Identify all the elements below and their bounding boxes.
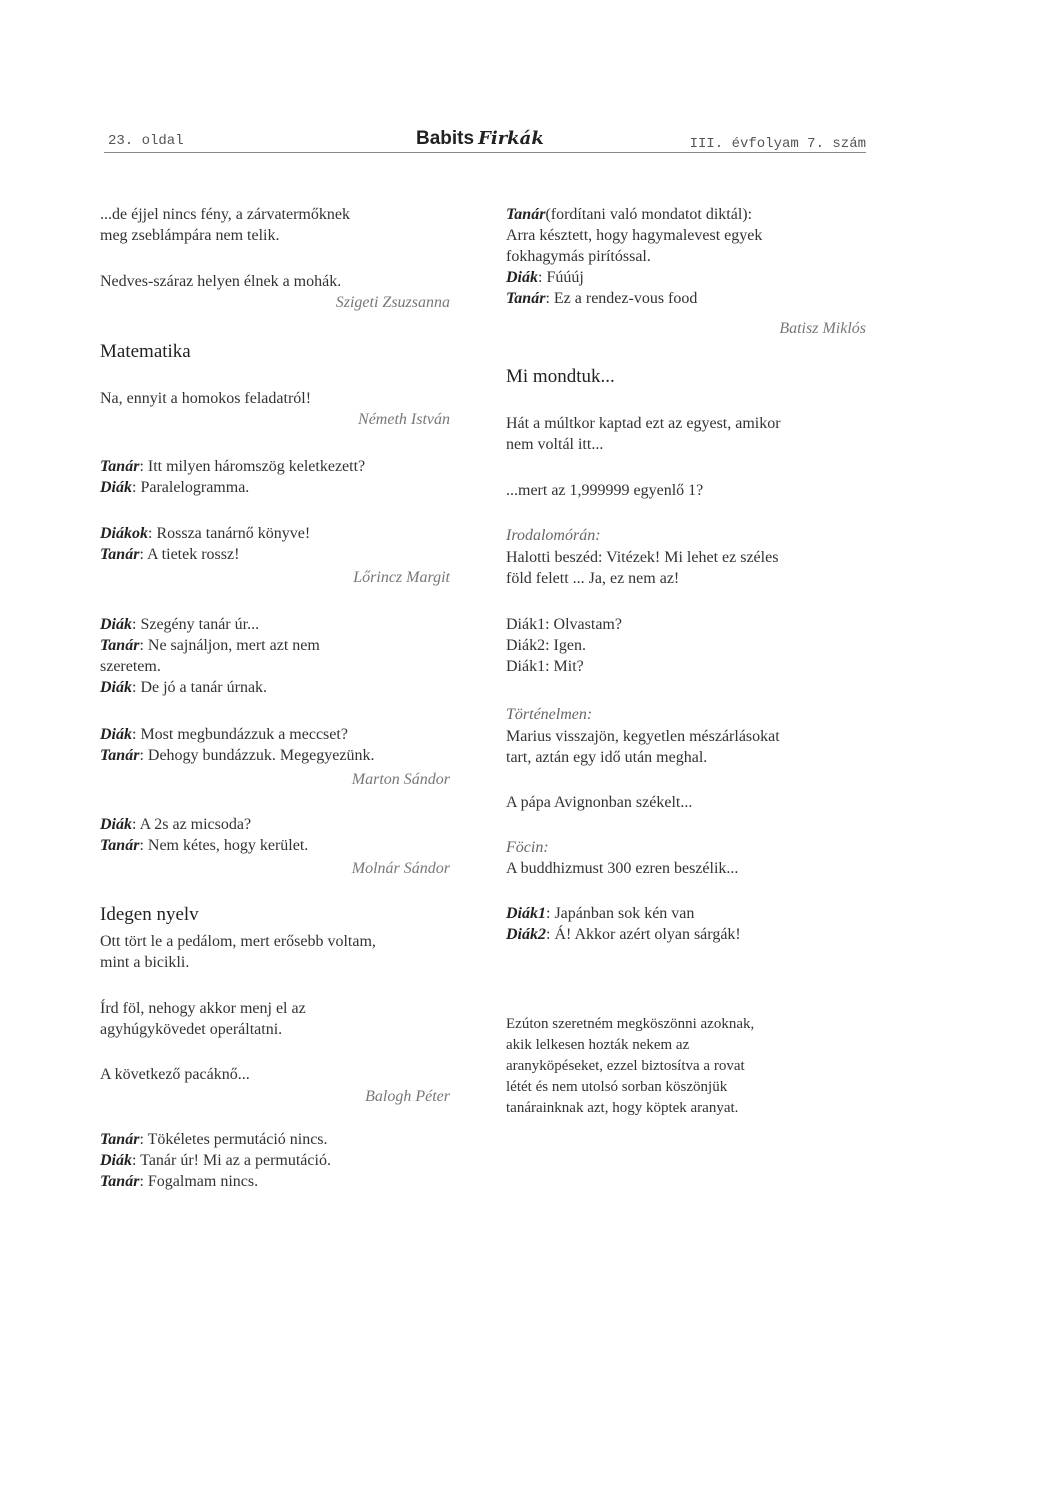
speaker-label: Diák	[100, 816, 132, 833]
text-line: mint a bicikli.	[100, 954, 190, 971]
dialogue-line	[506, 204, 866, 225]
quote-line: ...mert az 1,999999 egyenlő 1?	[506, 482, 704, 499]
text-line: ...de éjjel nincs fény, a zárvatermőknek	[100, 206, 350, 223]
dialogue-block	[506, 204, 866, 309]
quote-block	[506, 837, 866, 879]
thanks-note	[506, 1014, 866, 1119]
text-line: Hát a múltkor kaptad ezt az egyest, amikor	[506, 415, 781, 432]
quote-line: A pápa Avignonban székelt...	[506, 794, 693, 811]
signature-block	[100, 567, 450, 588]
dialogue-line	[100, 724, 450, 745]
speaker-label: Tanár	[506, 290, 546, 307]
text-line: meg zseblámpára nem telik.	[100, 227, 280, 244]
author-signature: Balogh Péter	[365, 1088, 450, 1105]
dialogue-text: : Paralelogramma.	[132, 479, 250, 496]
page-header	[104, 128, 866, 153]
dialogue-text: : A tietek rossz!	[139, 546, 240, 563]
text-line: Diák1: Mit?	[506, 658, 584, 675]
author-signature: Marton Sándor	[351, 771, 450, 788]
section-heading-math: Matematika	[100, 341, 191, 362]
subject-label: Irodalomórán:	[506, 527, 601, 544]
quote-block	[100, 998, 450, 1040]
dialogue-text: : Nem kétes, hogy kerület.	[139, 837, 309, 854]
speaker-label: Tanár	[100, 458, 140, 475]
speaker-label: Diák	[100, 679, 132, 696]
signature-block	[100, 769, 450, 790]
dialogue-line	[100, 835, 450, 856]
page-number: 23. oldal	[108, 133, 184, 149]
dialogue-block	[100, 814, 450, 856]
speaker-label: Tanár	[100, 1131, 140, 1148]
section-heading-language: Idegen nyelv	[100, 904, 199, 925]
speaker-label: Tanár	[100, 637, 140, 654]
dialogue-line	[100, 1129, 450, 1150]
dialogue-line	[506, 246, 866, 267]
dialogue-text: Arra késztett, hogy hagymalevest egyek	[506, 227, 763, 244]
speaker-label: Diákok	[100, 525, 148, 542]
dialogue-text: : Dehogy bundázzuk. Megegyezünk.	[139, 747, 375, 764]
quote-line: Nedves-száraz helyen élnek a mohák.	[100, 273, 342, 290]
author-signature: Szigeti Zsuzsanna	[335, 294, 450, 311]
signature-block	[506, 318, 866, 339]
dialogue-line	[506, 225, 866, 246]
text-line: Diák1: Olvastam?	[506, 616, 622, 633]
subject-label: Történelmen:	[506, 706, 593, 723]
quote-block	[100, 1064, 450, 1085]
dialogue-line	[506, 267, 866, 288]
speaker-label: Diák	[100, 726, 132, 743]
quote-block	[100, 388, 450, 430]
dialogue-text: : Fúúúj	[538, 269, 584, 286]
speaker-label: Tanár	[100, 747, 140, 764]
quote-block	[506, 525, 866, 546]
dialogue-line	[100, 544, 450, 565]
dialogue-block	[100, 724, 450, 766]
author-signature: Molnár Sándor	[351, 860, 450, 877]
dialogue-block	[100, 456, 450, 498]
dialogue-text: fokhagymás pirítóssal.	[506, 248, 651, 265]
dialogue-text: (fordítani való mondatot diktál):	[545, 206, 753, 223]
dialogue-text: : Rossza tanárnő könyve!	[148, 525, 311, 542]
newspaper-title	[416, 128, 544, 150]
quote-block	[506, 480, 866, 501]
speaker-label: Diák1	[506, 905, 546, 922]
dialogue-text: szeretem.	[100, 658, 161, 675]
dialogue-line	[100, 656, 450, 677]
speaker-label: Diák	[506, 269, 538, 286]
dialogue-text: : Tökéletes permutáció nincs.	[139, 1131, 328, 1148]
dialogue-line	[100, 1150, 450, 1171]
quote-block	[100, 271, 450, 313]
text-line: agyhúgykövedet operáltatni.	[100, 1021, 283, 1038]
quote-line: A buddhizmust 300 ezren beszélik...	[506, 860, 739, 877]
dialogue-text: : De jó a tanár úrnak.	[132, 679, 268, 696]
title-script: Firkák	[478, 128, 544, 149]
dialogue-text: : Most megbundázzuk a meccset?	[132, 726, 348, 743]
dialogue-text: : Tanár úr! Mi az a permutáció.	[132, 1152, 331, 1169]
quote-line: Na, ennyit a homokos feladatról!	[100, 390, 312, 407]
text-line: akik lelkesen hozták nekem az	[506, 1037, 690, 1053]
speaker-label: Diák2	[506, 926, 546, 943]
dialogue-line	[100, 477, 450, 498]
dialogue-line	[100, 814, 450, 835]
speaker-label: Tanár	[100, 837, 140, 854]
dialogue-text: : Itt milyen háromszög keletkezett?	[139, 458, 366, 475]
text-line: Ott tört le a pedálom, mert erősebb voltam,	[100, 933, 376, 950]
title-main: Babits	[416, 128, 475, 149]
dialogue-line	[506, 903, 866, 924]
text-line: tanárainknak azt, hogy köptek aranyat.	[506, 1100, 739, 1116]
text-line: Marius visszajön, kegyetlen mészárlásokat	[506, 728, 780, 745]
signature-block	[100, 1086, 450, 1107]
author-signature: Németh István	[358, 411, 450, 428]
dialogue-line	[506, 288, 866, 309]
text-line: Diák2: Igen.	[506, 637, 586, 654]
quote-block	[506, 792, 866, 813]
subject-label: Föcin:	[506, 839, 549, 856]
quote-block	[506, 614, 866, 677]
dialogue-block	[506, 903, 866, 945]
quote-block	[100, 204, 450, 246]
quote-block	[506, 547, 866, 589]
speaker-label: Tanár	[100, 1173, 140, 1190]
dialogue-text: : Fogalmam nincs.	[139, 1173, 259, 1190]
dialogue-text: : Ez a rendez-vous food	[545, 290, 698, 307]
speaker-label: Diák	[100, 616, 132, 633]
dialogue-text: : Á! Akkor azért olyan sárgák!	[546, 926, 741, 943]
speaker-label: Tanár	[100, 546, 140, 563]
text-line: aranyköpéseket, ezzel biztosítva a rovat	[506, 1058, 745, 1074]
quote-block	[506, 704, 866, 725]
dialogue-line	[100, 523, 450, 544]
quote-block	[506, 726, 866, 768]
issue-info: III. évfolyam 7. szám	[689, 136, 866, 152]
dialogue-block	[100, 1129, 450, 1192]
section-heading-we-said: Mi mondtuk...	[506, 366, 615, 387]
dialogue-text: : Ne sajnáljon, mert azt nem	[139, 637, 320, 654]
text-line: nem voltál itt...	[506, 436, 604, 453]
text-line: létét és nem utolsó sorban köszönjük	[506, 1079, 728, 1095]
speaker-label: Tanár	[506, 206, 546, 223]
speaker-label: Diák	[100, 1152, 132, 1169]
dialogue-text: : Szegény tanár úr...	[132, 616, 260, 633]
author-signature: Batisz Miklós	[779, 320, 866, 337]
text-line: Írd föl, nehogy akkor menj el az	[100, 1000, 306, 1017]
dialogue-line	[100, 614, 450, 635]
speaker-label: Diák	[100, 479, 132, 496]
dialogue-line	[100, 677, 450, 698]
dialogue-line	[506, 924, 866, 945]
quote-block	[506, 413, 866, 455]
dialogue-line	[100, 635, 450, 656]
dialogue-line	[100, 1171, 450, 1192]
text-line: tart, aztán egy idő után meghal.	[506, 749, 708, 766]
text-line: Ezúton szeretném megköszönni azoknak,	[506, 1016, 755, 1032]
dialogue-text: : A 2s az micsoda?	[132, 816, 252, 833]
author-signature: Lőrincz Margit	[353, 569, 450, 586]
quote-block	[100, 931, 450, 973]
dialogue-block	[100, 614, 450, 698]
quote-line: A következő pacáknő...	[100, 1066, 250, 1083]
dialogue-text: : Japánban sok kén van	[546, 905, 695, 922]
text-line: föld felett ... Ja, ez nem az!	[506, 570, 680, 587]
text-line: Halotti beszéd: Vitézek! Mi lehet ez széles	[506, 549, 779, 566]
dialogue-line	[100, 456, 450, 477]
dialogue-line	[100, 745, 450, 766]
dialogue-block	[100, 523, 450, 565]
signature-block	[100, 858, 450, 879]
